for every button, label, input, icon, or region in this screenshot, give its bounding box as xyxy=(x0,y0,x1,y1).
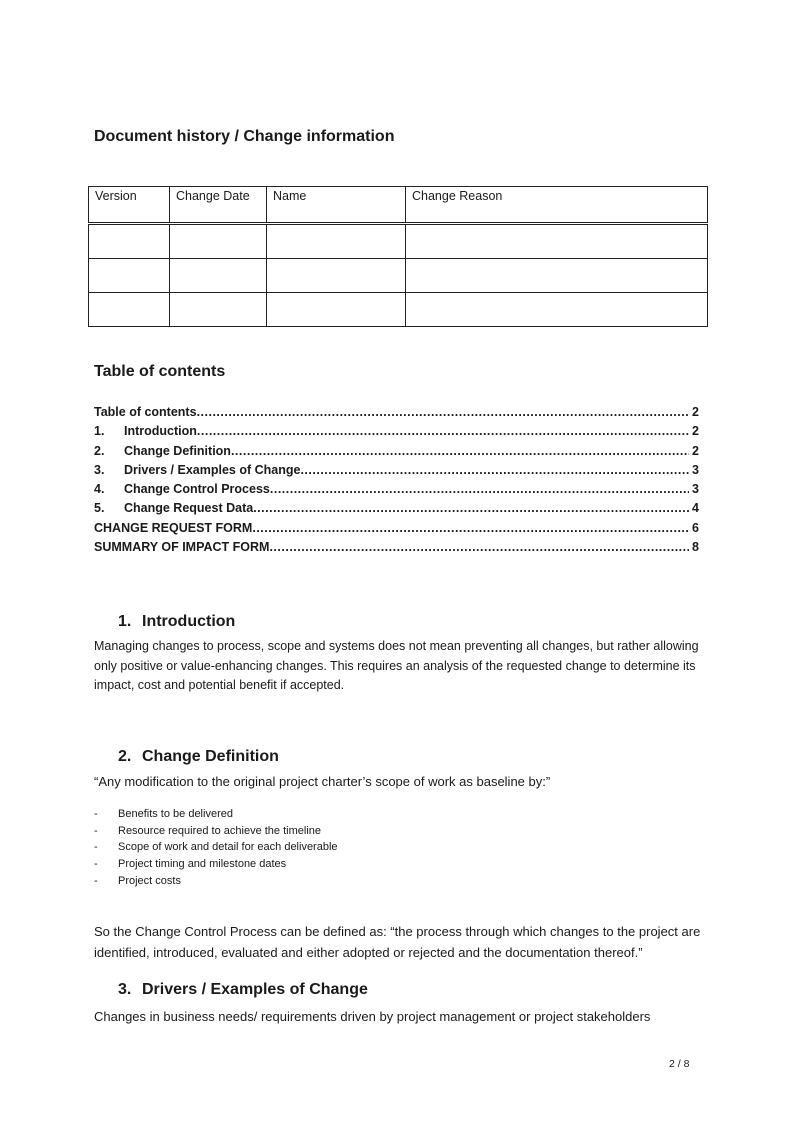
list-item-text: Project costs xyxy=(118,874,181,887)
toc-leader-dots xyxy=(300,463,689,477)
table-cell xyxy=(89,293,170,327)
section-number: 1. xyxy=(118,613,132,630)
section-title: Drivers / Examples of Change xyxy=(142,981,368,998)
toc-leader-dots xyxy=(231,444,689,458)
toc-entry-page: 8 xyxy=(692,540,699,555)
list-item-text: Benefits to be delivered xyxy=(118,808,233,821)
toc-entry-page: 3 xyxy=(692,482,699,497)
table-cell xyxy=(406,259,708,293)
toc-entry[interactable] xyxy=(94,424,699,443)
col-name: Name xyxy=(267,187,406,224)
toc-entry[interactable] xyxy=(94,540,699,559)
section-title: Change Definition xyxy=(142,748,279,765)
toc-entry-page: 4 xyxy=(692,501,699,516)
list-item-text: Resource required to achieve the timeline xyxy=(118,824,322,837)
table-cell xyxy=(406,224,708,259)
table-cell xyxy=(267,293,406,327)
list-item-text: Project timing and milestone dates xyxy=(118,858,287,871)
section-heading-change-definition xyxy=(118,748,279,766)
bullet-marker: - xyxy=(94,808,98,821)
toc-entry-text: Drivers / Examples of Change xyxy=(124,462,301,477)
toc-entry-text: Table of contents xyxy=(94,405,197,419)
col-version: Version xyxy=(89,187,170,224)
table-cell xyxy=(89,224,170,259)
toc-entry[interactable] xyxy=(94,482,699,501)
table-cell xyxy=(267,224,406,259)
toc-entry-number: 3. xyxy=(94,462,105,477)
history-table xyxy=(88,186,708,327)
toc-entry-page: 3 xyxy=(692,462,699,477)
table-row xyxy=(89,259,708,293)
toc-leader-dots xyxy=(269,540,689,554)
toc-entry-page: 2 xyxy=(692,424,699,439)
toc-leader-dots xyxy=(252,521,689,535)
toc-entry-number: 4. xyxy=(94,482,105,497)
table-row xyxy=(89,293,708,327)
list-item xyxy=(94,872,338,889)
bullet-marker: - xyxy=(94,841,98,854)
bullet-marker: - xyxy=(94,874,98,887)
definition-bullet-list xyxy=(94,806,338,889)
toc-leader-dots xyxy=(253,501,689,515)
toc-entry-text: Change Request Data xyxy=(124,501,254,516)
toc-entry-number: 1. xyxy=(94,424,105,439)
section-number: 2. xyxy=(118,748,132,765)
col-change-reason: Change Reason xyxy=(406,187,708,224)
section-title: Introduction xyxy=(142,613,236,630)
drivers-paragraph: Changes in business needs/ requirements driven by project management or project stakeholders xyxy=(94,1009,651,1024)
section-heading-introduction xyxy=(118,613,235,631)
table-of-contents xyxy=(94,405,699,559)
section-number: 3. xyxy=(118,981,132,998)
introduction-paragraph: Managing changes to process, scope and systems does not mean preventing all changes, but rather allowing only positive or value-enhancing changes. This requires an analysis of the requested change to determine its impact, cost and potential benefit if accepted. xyxy=(94,639,699,692)
page-number: 2 / 8 xyxy=(669,1058,690,1070)
toc-entry-text: Introduction xyxy=(124,424,197,439)
toc-leader-dots xyxy=(270,482,689,496)
toc-entry-text: CHANGE REQUEST FORM xyxy=(94,520,253,535)
list-item-text: Scope of work and detail for each deliverable xyxy=(118,841,338,854)
toc-entry-page: 2 xyxy=(692,443,699,458)
toc-entry[interactable] xyxy=(94,405,699,424)
table-cell xyxy=(267,259,406,293)
toc-leader-dots xyxy=(197,424,689,438)
list-item xyxy=(94,823,338,840)
table-cell xyxy=(170,224,267,259)
toc-entry[interactable] xyxy=(94,501,699,520)
table-cell xyxy=(89,259,170,293)
toc-entry-number: 5. xyxy=(94,501,105,516)
list-item xyxy=(94,806,338,823)
history-title: Document history / Change information xyxy=(94,128,395,145)
section-heading-drivers xyxy=(118,981,368,999)
table-row xyxy=(89,224,708,259)
table-cell xyxy=(406,293,708,327)
table-cell xyxy=(170,259,267,293)
toc-entry-page: 2 xyxy=(692,405,699,419)
table-cell xyxy=(170,293,267,327)
toc-entry-number: 2. xyxy=(94,443,105,458)
toc-entry-page: 6 xyxy=(692,520,699,535)
toc-leader-dots xyxy=(197,405,689,419)
toc-entry-text: SUMMARY OF IMPACT FORM xyxy=(94,540,270,555)
toc-entry-text: Change Definition xyxy=(124,443,231,458)
bullet-marker: - xyxy=(94,858,98,871)
toc-entry[interactable] xyxy=(94,521,699,540)
toc-title: Table of contents xyxy=(94,363,226,380)
list-item xyxy=(94,839,338,856)
toc-entry[interactable] xyxy=(94,463,699,482)
toc-entry-text: Change Control Process xyxy=(124,482,270,497)
toc-entry[interactable] xyxy=(94,444,699,463)
history-header-row xyxy=(89,187,708,224)
col-change-date: Change Date xyxy=(170,187,267,224)
definition-quote: “Any modification to the original project charter’s scope of work as baseline by:” xyxy=(94,774,551,789)
list-item xyxy=(94,856,338,873)
bullet-marker: - xyxy=(94,824,98,837)
definition-summary-paragraph: So the Change Control Process can be defined as: “the process through which changes to the project are identified, introduced, evaluated and either adopted or rejected and the documentation thereof.” xyxy=(94,924,701,960)
